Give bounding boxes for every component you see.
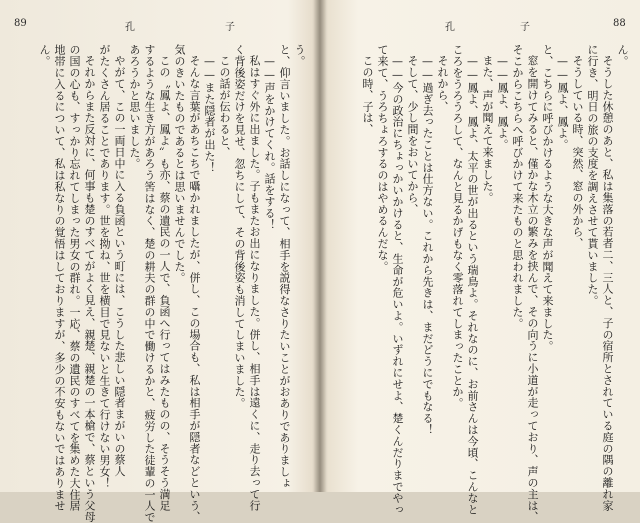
text-line: ——今の政治にちょっかいかけると、生命が危いよ。いずれにせよ、楚くんだりまでやっ — [391, 55, 404, 515]
text-line: ん。 — [616, 44, 629, 67]
text-line: と、仰言いました。お話しになって、相手を説得なさりたいことがおありでありましょ — [278, 44, 291, 489]
right-page — [325, 0, 640, 523]
left-text-columns — [14, 44, 306, 523]
text-line: 気のきいたものであるとは思いませんでした。 — [173, 44, 186, 284]
text-line: そうした休憩のあと、私は集落の若者二、三人と、子の宿所とされている庭の隅の離れ家 — [601, 55, 614, 511]
text-line: この話が伝わると、 — [218, 55, 231, 158]
text-line: ん。 — [38, 44, 51, 67]
text-line: それから、 — [436, 55, 449, 112]
right-header-zi: 子 — [520, 22, 530, 33]
text-line: そして、少し間をおいてから、 — [406, 55, 419, 215]
text-line: そんな言葉があちこちで囁かれましたが、併し、この場合も、私は相手が隠者などという、 — [188, 55, 201, 523]
text-line: がたくさん居ることであります。世を拗ね、世を横目で見ないと生きて行けない男女！ — [98, 44, 111, 489]
text-line: ——鳳よ、鳳よ、太平の世が出るという瑞鳥よ。それなのに、お前さんは今頃、こんなと — [466, 55, 479, 515]
left-header-zi: 子 — [225, 22, 235, 33]
right-page-number: 88 — [613, 18, 626, 29]
text-line: ころをうろうろして、なんと見るかげもなく零落れてしまったことか。 — [451, 44, 464, 409]
text-line: ——声をかけてくれ。話をする！ — [263, 55, 276, 230]
text-line: 地帯に入るについて、私は私なりの覚悟はしておりますが、多少の不安もないではありませ — [53, 44, 66, 512]
left-page-number: 89 — [14, 18, 27, 29]
text-line: ——鳳よ、鳳よ。 — [496, 55, 509, 151]
right-text-columns — [333, 44, 629, 523]
left-page — [0, 0, 315, 523]
text-line: この時、子は、 — [361, 55, 374, 135]
text-line: そこからこちらへ呼びかけて来たものと思われました。 — [511, 44, 524, 329]
text-line: く背後姿だけを見せ、忽ちにして、その背後姿も消してしまいました。 — [233, 44, 246, 409]
text-line: この〝鳳よ、鳳よ〟も亦、蔡の遺民の一人で、負函へ行ってはみたものの、そうそう満足 — [158, 55, 171, 511]
text-line: また、声が聞えて来ました。 — [481, 55, 494, 204]
text-line: ——また隠者が出た！ — [203, 55, 216, 173]
text-line: するような生き方があろう筈はなく、楚の耕夫の群の中で働けるかと、疲労した徒輩の一人で — [143, 44, 156, 523]
text-line: そうしている時、突然、窓の外から、 — [571, 55, 584, 249]
text-line: ——鳳よ、鳳よ。 — [556, 55, 569, 151]
text-line: やがて、この一両日中に入る負函という町には、こうした悲しい隠者まがいの蔡人 — [113, 55, 126, 477]
text-line: の国の心も、すっかり忘れてしまった男女の群れ。一応、蔡の遺民のすべてを集めた大住居 — [68, 44, 81, 512]
text-line: う。 — [293, 44, 306, 67]
text-line: と、こちらに呼びかけるような大きな声が聞えて来ました。 — [541, 44, 554, 352]
left-header-kong: 孔 — [125, 22, 135, 33]
text-line: 私はすぐ外に出ました。子もまたお出になりました。併し、相手は遠くに、走り去って行 — [248, 55, 261, 511]
text-line: に行き、明日の旅の支度を調えさせて貰いました。 — [586, 44, 599, 307]
text-line: て来て、うろちょろするのはやめるんだな。 — [376, 44, 389, 272]
right-header-kong: 孔 — [445, 22, 455, 33]
text-line: 窓を開けてみると、僅かな木立の繁みを挟んで、その向うに小道が走っており、声の主は、 — [526, 55, 539, 523]
text-line: あろうかと思いました。 — [128, 44, 141, 170]
text-line: ——過ぎ去ったことは仕方ない。これから先きは、まだどうにでもなる！ — [421, 55, 434, 436]
text-line: それからまた反対に、何事も楚のすべてがよく見え、親楚、親楚の一本槍で、蔡という父母 — [83, 55, 96, 523]
